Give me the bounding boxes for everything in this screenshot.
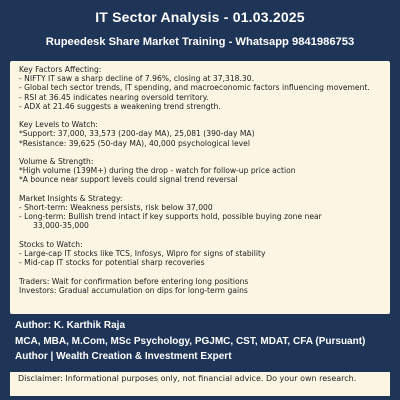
insights-section	[19, 194, 381, 231]
advice-section	[19, 277, 381, 295]
long-term-insight-cont: 33,000-35,000	[33, 221, 89, 231]
page-subtitle: Rupeedesk Share Market Training - Whatsapp 9841986753	[45, 36, 355, 48]
insights-heading: Market Insights & Strategy:	[19, 193, 123, 203]
key-levels-heading: Key Levels to Watch:	[19, 120, 98, 130]
stocks-heading: Stocks to Watch:	[19, 239, 83, 249]
header-banner	[0, 0, 400, 56]
volume-item: *High volume (139M+) during the drop - watch for follow-up price action	[19, 166, 296, 176]
author-role: Author | Wealth Creation & Investment Expert	[15, 351, 232, 362]
short-term-insight: - Short-term: Weakness persists, risk below 37,000	[19, 203, 213, 212]
stocks-section	[19, 240, 381, 268]
author-qualifications: MCA, MBA, M.Com, MSc Psychology, PGJMC, CST, MDAT, CFA (Pursuant)	[15, 335, 366, 347]
resistance-levels: *Resistance: 39,625 (50-day MA), 40,000 psychological level	[19, 138, 250, 148]
volume-item: *A bounce near support levels could signal trend reversal	[19, 175, 238, 185]
key-factor-item: - NIFTY IT saw a sharp decline of 7.96%, closing at 37,318.30.	[19, 74, 254, 84]
analysis-card	[10, 61, 390, 314]
key-factors-section	[19, 65, 381, 111]
key-factor-item: - RSI at 36.45 indicates nearing oversold territory.	[19, 92, 209, 102]
disclaimer: Disclaimer: Informational purposes only, not financial advice. Do your own research.	[10, 372, 390, 396]
author-name: Author: K. Karthik Raja	[15, 320, 126, 331]
author-block	[10, 318, 390, 368]
key-factor-item: - Global tech sector trends, IT spending, and macroeconomic factors influencing movement.	[19, 83, 370, 93]
investors-advice: Investors: Gradual accumulation on dips for long-term gains	[19, 285, 248, 295]
key-factors-heading: Key Factors Affecting:	[19, 65, 102, 74]
long-term-insight: - Long-term: Bullish trend intact if key supports hold, possible buying zone near	[19, 212, 322, 222]
volume-heading: Volume & Strength:	[19, 157, 94, 166]
key-factor-item: - ADX at 21.46 suggests a weakening trend strength.	[19, 101, 221, 111]
volume-section	[19, 157, 381, 185]
page-title: IT Sector Analysis - 01.03.2025	[95, 9, 305, 25]
support-levels: *Support: 37,000, 33,573 (200-day MA), 25,081 (390-day MA)	[19, 129, 255, 139]
key-levels-section	[19, 120, 381, 148]
stock-item: - Large-cap IT stocks like TCS, Infosys, Wipro for signs of stability	[19, 249, 266, 258]
traders-advice: Traders: Wait for confirmation before entering long positions	[19, 276, 249, 286]
stock-item: - Mid-cap IT stocks for potential sharp recoveries	[19, 258, 205, 268]
